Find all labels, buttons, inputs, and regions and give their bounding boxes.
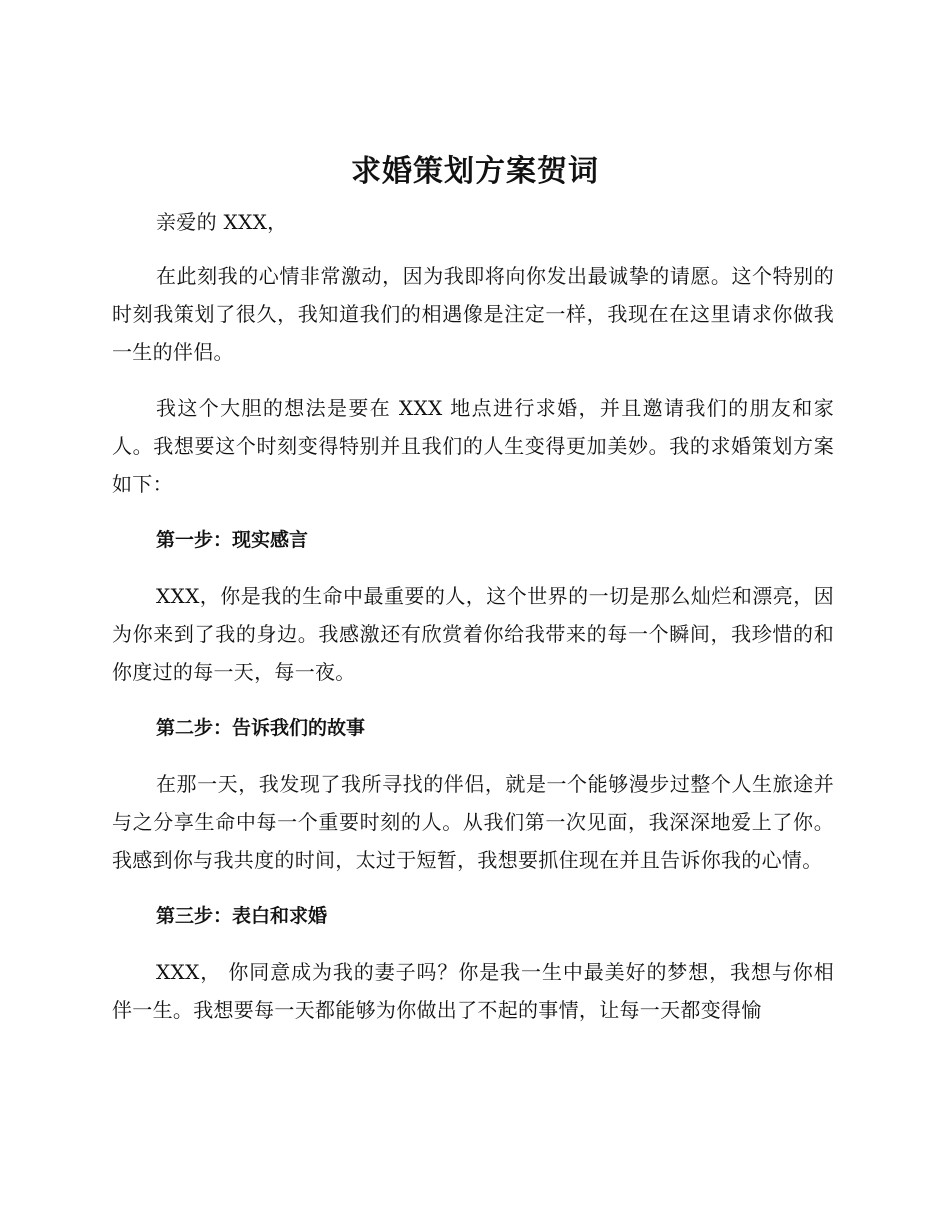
step-3-text: XXX， 你同意成为我的妻子吗？你是我一生中最美好的梦想，我想与你相伴一生。我想要每一天都能够为你做出了不起的事情，让每一天都变得愉 [112, 960, 834, 1022]
intro-paragraph-2: 我这个大胆的想法是要在 XXX 地点进行求婚，并且邀请我们的朋友和家人。我想要这个时刻变得特别并且我们的人生变得更加美妙。我的求婚策划方案如下： [112, 396, 834, 496]
greeting: 亲爱的 XXX， [156, 210, 288, 234]
step-1-heading: 第一步：现实感言 [156, 529, 309, 551]
intro-paragraph-1: 在此刻我的心情非常激动，因为我即将向你发出最诚挚的请愿。这个特别的时刻我策划了很久，我知道我们的相遇像是注定一样，我现在在这里请求你做我一生的伴侣。 [112, 264, 834, 364]
step-2-heading: 第二步：告诉我们的故事 [156, 717, 366, 739]
document-title: 求婚策划方案贺词 [351, 154, 599, 189]
step-3-heading: 第三步：表白和求婚 [156, 905, 328, 927]
step-1-text: XXX，你是我的生命中最重要的人，这个世界的一切是那么灿烂和漂亮，因为你来到了我的身边。我感激还有欣赏着你给我带来的每一个瞬间，我珍惜的和你度过的每一天，每一夜。 [112, 584, 834, 684]
document-body [112, 203, 834, 1047]
step-2-text: 在那一天，我发现了我所寻找的伴侣，就是一个能够漫步过整个人生旅途并与之分享生命中每一个重要时刻的人。从我们第一次见面，我深深地爱上了你。我感到你与我共度的时间，太过于短暂，我想要抓住现在并且告诉你我的心情。 [112, 772, 834, 872]
